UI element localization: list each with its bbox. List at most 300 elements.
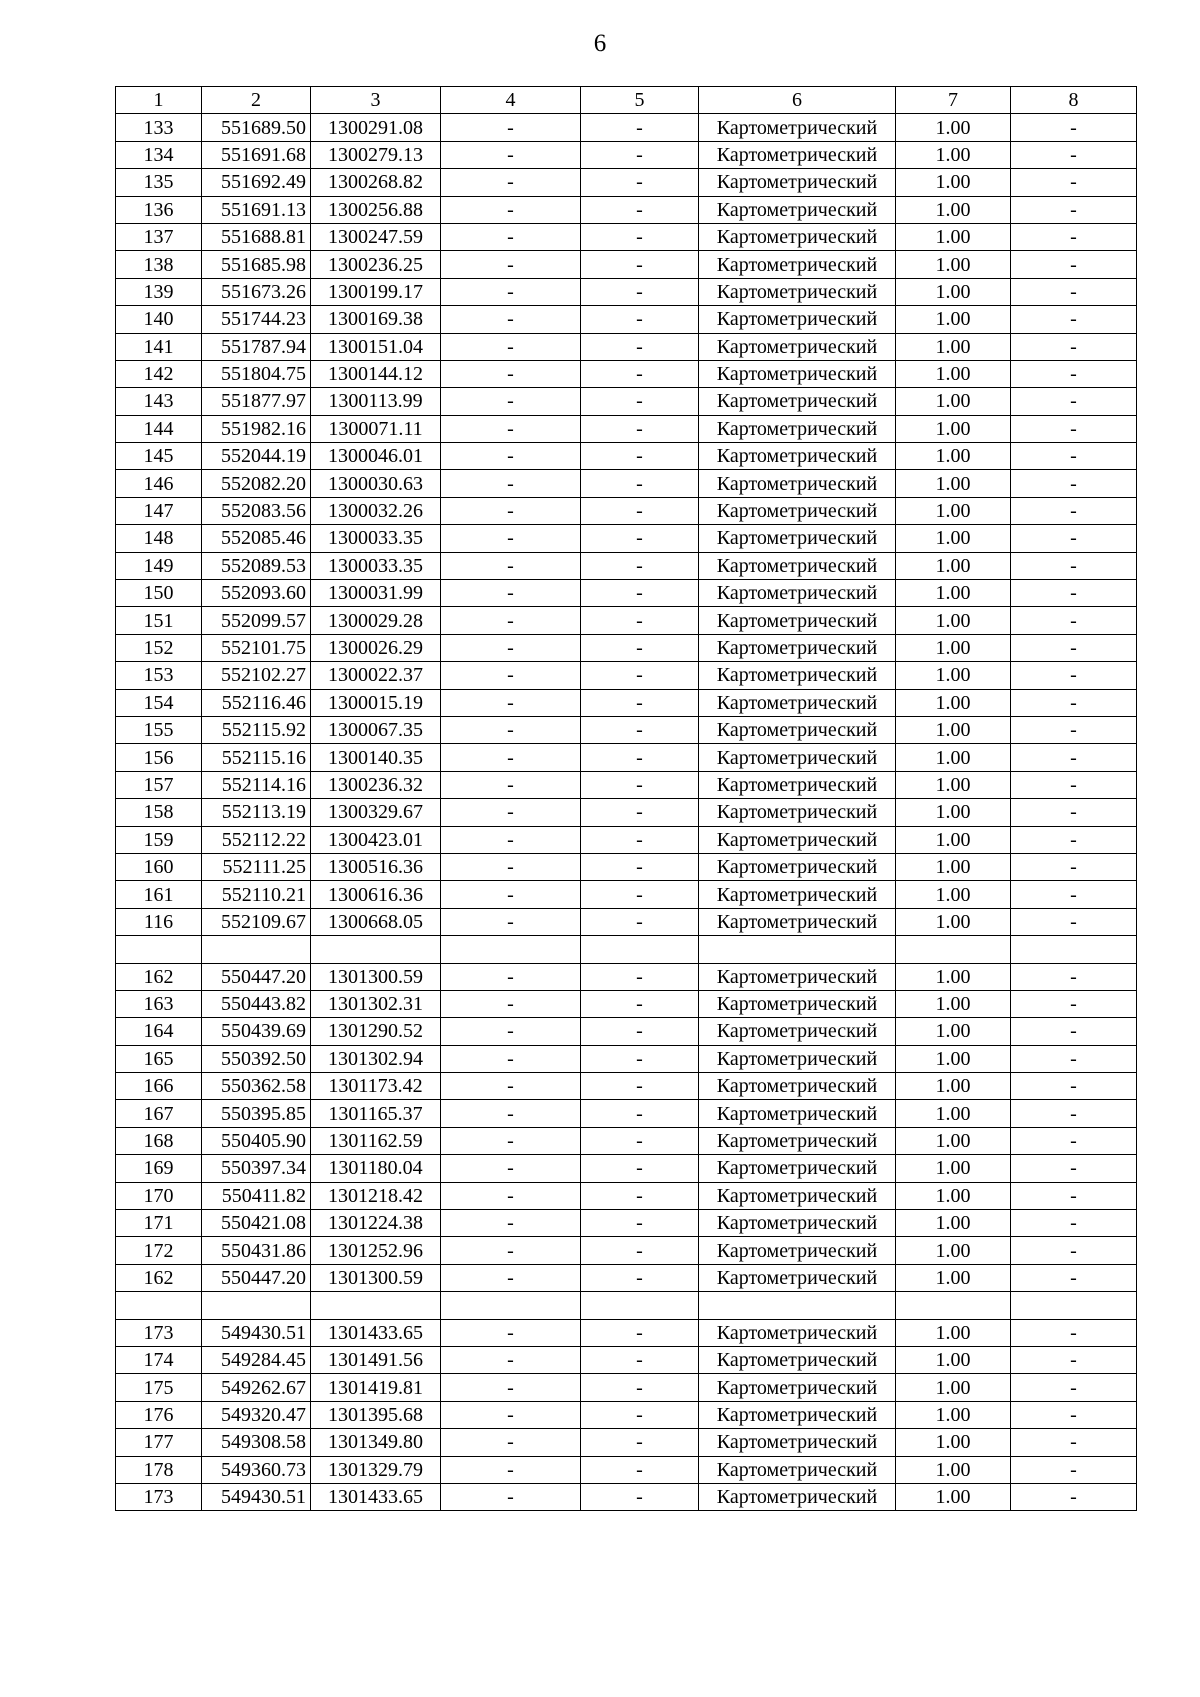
- column-8-cell: -: [1011, 552, 1137, 579]
- column-5-cell: -: [581, 799, 699, 826]
- method-cell: Картометрический: [699, 388, 896, 415]
- method-cell: Картометрический: [699, 1045, 896, 1072]
- x-coordinate-cell: [202, 936, 311, 963]
- x-coordinate-cell: 550362.58: [202, 1073, 311, 1100]
- accuracy-cell: [896, 936, 1011, 963]
- method-cell: Картометрический: [699, 1264, 896, 1291]
- column-8-cell: -: [1011, 223, 1137, 250]
- table-row: [116, 826, 1137, 853]
- column-5-cell: -: [581, 744, 699, 771]
- table-row: [116, 360, 1137, 387]
- y-coordinate-cell: 1301180.04: [311, 1155, 441, 1182]
- column-8-cell: -: [1011, 141, 1137, 168]
- header-cell: 2: [202, 87, 311, 114]
- method-cell: Картометрический: [699, 771, 896, 798]
- x-coordinate-cell: 552110.21: [202, 881, 311, 908]
- accuracy-cell: 1.00: [896, 826, 1011, 853]
- table-row: [116, 799, 1137, 826]
- method-cell: Картометрический: [699, 826, 896, 853]
- point-number-cell: 176: [116, 1401, 202, 1428]
- y-coordinate-cell: 1300140.35: [311, 744, 441, 771]
- column-4-cell: -: [441, 497, 581, 524]
- x-coordinate-cell: 552093.60: [202, 580, 311, 607]
- point-number-cell: 170: [116, 1182, 202, 1209]
- y-coordinate-cell: 1300046.01: [311, 443, 441, 470]
- accuracy-cell: 1.00: [896, 1429, 1011, 1456]
- table-row: [116, 881, 1137, 908]
- accuracy-cell: 1.00: [896, 306, 1011, 333]
- point-number-cell: [116, 936, 202, 963]
- column-5-cell: -: [581, 1319, 699, 1346]
- point-number-cell: 177: [116, 1429, 202, 1456]
- column-4-cell: -: [441, 1182, 581, 1209]
- method-cell: Картометрический: [699, 908, 896, 935]
- column-8-cell: -: [1011, 1073, 1137, 1100]
- table-row: [116, 1319, 1137, 1346]
- y-coordinate-cell: 1300256.88: [311, 196, 441, 223]
- table-row: [116, 525, 1137, 552]
- x-coordinate-cell: 549430.51: [202, 1483, 311, 1510]
- column-4-cell: -: [441, 1264, 581, 1291]
- table-row: [116, 1401, 1137, 1428]
- x-coordinate-cell: 551787.94: [202, 333, 311, 360]
- column-8-cell: -: [1011, 744, 1137, 771]
- method-cell: Картометрический: [699, 360, 896, 387]
- column-5-cell: -: [581, 1346, 699, 1373]
- point-number-cell: 173: [116, 1483, 202, 1510]
- point-number-cell: 164: [116, 1018, 202, 1045]
- table-row: [116, 223, 1137, 250]
- point-number-cell: 175: [116, 1374, 202, 1401]
- point-number-cell: 153: [116, 662, 202, 689]
- accuracy-cell: 1.00: [896, 169, 1011, 196]
- accuracy-cell: 1.00: [896, 799, 1011, 826]
- accuracy-cell: 1.00: [896, 278, 1011, 305]
- column-5-cell: -: [581, 1483, 699, 1510]
- x-coordinate-cell: 549360.73: [202, 1456, 311, 1483]
- table-row: [116, 1155, 1137, 1182]
- header-cell: 5: [581, 87, 699, 114]
- column-5-cell: -: [581, 443, 699, 470]
- column-5-cell: -: [581, 908, 699, 935]
- column-5-cell: -: [581, 1401, 699, 1428]
- method-cell: Картометрический: [699, 1018, 896, 1045]
- method-cell: Картометрический: [699, 662, 896, 689]
- accuracy-cell: 1.00: [896, 1045, 1011, 1072]
- accuracy-cell: 1.00: [896, 333, 1011, 360]
- table-row: [116, 1210, 1137, 1237]
- point-number-cell: 173: [116, 1319, 202, 1346]
- method-cell: Картометрический: [699, 1182, 896, 1209]
- y-coordinate-cell: 1300015.19: [311, 689, 441, 716]
- header-cell: 1: [116, 87, 202, 114]
- column-5-cell: -: [581, 662, 699, 689]
- y-coordinate-cell: 1300268.82: [311, 169, 441, 196]
- accuracy-cell: 1.00: [896, 689, 1011, 716]
- column-8-cell: -: [1011, 716, 1137, 743]
- x-coordinate-cell: 551689.50: [202, 114, 311, 141]
- accuracy-cell: 1.00: [896, 634, 1011, 661]
- column-4-cell: -: [441, 470, 581, 497]
- column-5-cell: -: [581, 771, 699, 798]
- column-5-cell: -: [581, 497, 699, 524]
- column-8-cell: -: [1011, 1045, 1137, 1072]
- column-5-cell: -: [581, 114, 699, 141]
- column-5-cell: -: [581, 1210, 699, 1237]
- column-8-cell: -: [1011, 169, 1137, 196]
- column-4-cell: -: [441, 1018, 581, 1045]
- column-4-cell: -: [441, 443, 581, 470]
- method-cell: Картометрический: [699, 799, 896, 826]
- accuracy-cell: 1.00: [896, 1210, 1011, 1237]
- y-coordinate-cell: 1300033.35: [311, 525, 441, 552]
- method-cell: Картометрический: [699, 196, 896, 223]
- method-cell: Картометрический: [699, 1483, 896, 1510]
- y-coordinate-cell: 1300199.17: [311, 278, 441, 305]
- y-coordinate-cell: [311, 1292, 441, 1319]
- table-row: [116, 333, 1137, 360]
- column-4-cell: -: [441, 853, 581, 880]
- accuracy-cell: 1.00: [896, 525, 1011, 552]
- column-4-cell: -: [441, 141, 581, 168]
- column-5-cell: -: [581, 1127, 699, 1154]
- x-coordinate-cell: 551673.26: [202, 278, 311, 305]
- column-8-cell: -: [1011, 1155, 1137, 1182]
- accuracy-cell: 1.00: [896, 251, 1011, 278]
- x-coordinate-cell: 552109.67: [202, 908, 311, 935]
- x-coordinate-cell: 549262.67: [202, 1374, 311, 1401]
- column-4-cell: -: [441, 990, 581, 1017]
- x-coordinate-cell: 551691.13: [202, 196, 311, 223]
- column-5-cell: -: [581, 360, 699, 387]
- table-row: [116, 196, 1137, 223]
- x-coordinate-cell: 552115.92: [202, 716, 311, 743]
- column-4-cell: -: [441, 1155, 581, 1182]
- column-8-cell: -: [1011, 333, 1137, 360]
- accuracy-cell: 1.00: [896, 141, 1011, 168]
- accuracy-cell: 1.00: [896, 1073, 1011, 1100]
- column-8-cell: -: [1011, 1429, 1137, 1456]
- accuracy-cell: 1.00: [896, 1374, 1011, 1401]
- column-4-cell: -: [441, 1073, 581, 1100]
- x-coordinate-cell: [202, 1292, 311, 1319]
- column-8-cell: -: [1011, 1018, 1137, 1045]
- y-coordinate-cell: 1300236.25: [311, 251, 441, 278]
- table-row: [116, 1182, 1137, 1209]
- column-4-cell: -: [441, 415, 581, 442]
- y-coordinate-cell: 1301300.59: [311, 963, 441, 990]
- x-coordinate-cell: 551685.98: [202, 251, 311, 278]
- method-cell: [699, 936, 896, 963]
- accuracy-cell: 1.00: [896, 990, 1011, 1017]
- y-coordinate-cell: 1300031.99: [311, 580, 441, 607]
- point-number-cell: 149: [116, 552, 202, 579]
- accuracy-cell: 1.00: [896, 388, 1011, 415]
- table-row: [116, 169, 1137, 196]
- column-4-cell: -: [441, 278, 581, 305]
- x-coordinate-cell: 552114.16: [202, 771, 311, 798]
- accuracy-cell: 1.00: [896, 853, 1011, 880]
- table-row: [116, 689, 1137, 716]
- table-row: [116, 141, 1137, 168]
- column-5-cell: -: [581, 1237, 699, 1264]
- column-5-cell: -: [581, 1073, 699, 1100]
- column-4-cell: -: [441, 1456, 581, 1483]
- method-cell: Картометрический: [699, 1127, 896, 1154]
- column-4-cell: -: [441, 771, 581, 798]
- column-4-cell: -: [441, 223, 581, 250]
- x-coordinate-cell: 551692.49: [202, 169, 311, 196]
- y-coordinate-cell: 1300616.36: [311, 881, 441, 908]
- accuracy-cell: 1.00: [896, 415, 1011, 442]
- column-8-cell: -: [1011, 1401, 1137, 1428]
- x-coordinate-cell: 552044.19: [202, 443, 311, 470]
- table-row: [116, 853, 1137, 880]
- column-5-cell: -: [581, 1429, 699, 1456]
- point-number-cell: 169: [116, 1155, 202, 1182]
- column-5-cell: -: [581, 1264, 699, 1291]
- accuracy-cell: 1.00: [896, 1182, 1011, 1209]
- accuracy-cell: 1.00: [896, 223, 1011, 250]
- column-4-cell: -: [441, 744, 581, 771]
- y-coordinate-cell: 1301395.68: [311, 1401, 441, 1428]
- point-number-cell: 151: [116, 607, 202, 634]
- column-5-cell: [581, 1292, 699, 1319]
- column-5-cell: -: [581, 196, 699, 223]
- column-4-cell: -: [441, 360, 581, 387]
- y-coordinate-cell: 1300247.59: [311, 223, 441, 250]
- accuracy-cell: 1.00: [896, 607, 1011, 634]
- point-number-cell: 171: [116, 1210, 202, 1237]
- column-5-cell: -: [581, 141, 699, 168]
- column-8-cell: -: [1011, 1182, 1137, 1209]
- point-number-cell: 178: [116, 1456, 202, 1483]
- column-5-cell: -: [581, 306, 699, 333]
- point-number-cell: 155: [116, 716, 202, 743]
- column-8-cell: -: [1011, 497, 1137, 524]
- accuracy-cell: 1.00: [896, 771, 1011, 798]
- column-5-cell: -: [581, 826, 699, 853]
- x-coordinate-cell: 551691.68: [202, 141, 311, 168]
- y-coordinate-cell: 1301302.31: [311, 990, 441, 1017]
- point-number-cell: 162: [116, 1264, 202, 1291]
- point-number-cell: 158: [116, 799, 202, 826]
- method-cell: Картометрический: [699, 333, 896, 360]
- accuracy-cell: 1.00: [896, 470, 1011, 497]
- point-number-cell: 144: [116, 415, 202, 442]
- method-cell: Картометрический: [699, 607, 896, 634]
- method-cell: Картометрический: [699, 306, 896, 333]
- column-4-cell: -: [441, 196, 581, 223]
- method-cell: Картометрический: [699, 1401, 896, 1428]
- column-4-cell: -: [441, 1127, 581, 1154]
- method-cell: Картометрический: [699, 1155, 896, 1182]
- method-cell: Картометрический: [699, 443, 896, 470]
- column-8-cell: -: [1011, 388, 1137, 415]
- x-coordinate-cell: 552112.22: [202, 826, 311, 853]
- column-5-cell: -: [581, 525, 699, 552]
- y-coordinate-cell: 1300668.05: [311, 908, 441, 935]
- table-row: [116, 1018, 1137, 1045]
- method-cell: Картометрический: [699, 251, 896, 278]
- column-4-cell: -: [441, 1100, 581, 1127]
- column-5-cell: -: [581, 716, 699, 743]
- y-coordinate-cell: 1301433.65: [311, 1483, 441, 1510]
- point-number-cell: 161: [116, 881, 202, 908]
- point-number-cell: 157: [116, 771, 202, 798]
- x-coordinate-cell: 549430.51: [202, 1319, 311, 1346]
- x-coordinate-cell: 552116.46: [202, 689, 311, 716]
- y-coordinate-cell: 1300169.38: [311, 306, 441, 333]
- method-cell: Картометрический: [699, 552, 896, 579]
- column-8-cell: -: [1011, 1374, 1137, 1401]
- x-coordinate-cell: 552089.53: [202, 552, 311, 579]
- method-cell: Картометрический: [699, 963, 896, 990]
- header-cell: 7: [896, 87, 1011, 114]
- header-cell: 3: [311, 87, 441, 114]
- y-coordinate-cell: 1300291.08: [311, 114, 441, 141]
- y-coordinate-cell: 1301433.65: [311, 1319, 441, 1346]
- y-coordinate-cell: 1301165.37: [311, 1100, 441, 1127]
- y-coordinate-cell: 1301329.79: [311, 1456, 441, 1483]
- column-5-cell: -: [581, 278, 699, 305]
- accuracy-cell: 1.00: [896, 1018, 1011, 1045]
- point-number-cell: 162: [116, 963, 202, 990]
- column-5-cell: -: [581, 963, 699, 990]
- column-4-cell: -: [441, 1429, 581, 1456]
- column-8-cell: -: [1011, 580, 1137, 607]
- method-cell: Картометрический: [699, 1374, 896, 1401]
- column-8-cell: -: [1011, 853, 1137, 880]
- table-row: [116, 662, 1137, 689]
- point-number-cell: 136: [116, 196, 202, 223]
- column-5-cell: -: [581, 388, 699, 415]
- y-coordinate-cell: 1300423.01: [311, 826, 441, 853]
- table-row: [116, 306, 1137, 333]
- column-5-cell: -: [581, 881, 699, 908]
- column-4-cell: -: [441, 1045, 581, 1072]
- column-4-cell: -: [441, 908, 581, 935]
- method-cell: Картометрический: [699, 141, 896, 168]
- x-coordinate-cell: 550392.50: [202, 1045, 311, 1072]
- header-cell: 4: [441, 87, 581, 114]
- column-4-cell: -: [441, 1319, 581, 1346]
- separator-row: [116, 936, 1137, 963]
- method-cell: Картометрический: [699, 470, 896, 497]
- column-8-cell: -: [1011, 1210, 1137, 1237]
- table-row: [116, 716, 1137, 743]
- column-8-cell: -: [1011, 1127, 1137, 1154]
- table-row: [116, 388, 1137, 415]
- column-4-cell: -: [441, 689, 581, 716]
- column-4-cell: -: [441, 1401, 581, 1428]
- column-5-cell: -: [581, 607, 699, 634]
- point-number-cell: 116: [116, 908, 202, 935]
- column-4-cell: -: [441, 1237, 581, 1264]
- point-number-cell: [116, 1292, 202, 1319]
- method-cell: Картометрический: [699, 1073, 896, 1100]
- column-8-cell: -: [1011, 881, 1137, 908]
- point-number-cell: 163: [116, 990, 202, 1017]
- column-5-cell: -: [581, 1100, 699, 1127]
- column-4-cell: -: [441, 716, 581, 743]
- y-coordinate-cell: 1301224.38: [311, 1210, 441, 1237]
- method-cell: Картометрический: [699, 223, 896, 250]
- point-number-cell: 137: [116, 223, 202, 250]
- table-row: [116, 1346, 1137, 1373]
- x-coordinate-cell: 550443.82: [202, 990, 311, 1017]
- table-row: [116, 1456, 1137, 1483]
- table-row: [116, 1100, 1137, 1127]
- y-coordinate-cell: 1301173.42: [311, 1073, 441, 1100]
- column-4-cell: -: [441, 169, 581, 196]
- point-number-cell: 143: [116, 388, 202, 415]
- column-8-cell: -: [1011, 963, 1137, 990]
- table-row: [116, 114, 1137, 141]
- method-cell: Картометрический: [699, 853, 896, 880]
- y-coordinate-cell: 1301419.81: [311, 1374, 441, 1401]
- x-coordinate-cell: 550447.20: [202, 1264, 311, 1291]
- accuracy-cell: 1.00: [896, 497, 1011, 524]
- method-cell: Картометрический: [699, 278, 896, 305]
- point-number-cell: 166: [116, 1073, 202, 1100]
- column-5-cell: -: [581, 169, 699, 196]
- x-coordinate-cell: 550439.69: [202, 1018, 311, 1045]
- column-5-cell: -: [581, 689, 699, 716]
- column-5-cell: -: [581, 990, 699, 1017]
- y-coordinate-cell: 1301491.56: [311, 1346, 441, 1373]
- accuracy-cell: 1.00: [896, 114, 1011, 141]
- accuracy-cell: 1.00: [896, 1155, 1011, 1182]
- column-5-cell: -: [581, 470, 699, 497]
- method-cell: Картометрический: [699, 990, 896, 1017]
- y-coordinate-cell: 1300279.13: [311, 141, 441, 168]
- method-cell: Картометрический: [699, 1429, 896, 1456]
- column-4-cell: -: [441, 826, 581, 853]
- table-row: [116, 990, 1137, 1017]
- column-4-cell: -: [441, 1210, 581, 1237]
- x-coordinate-cell: 549284.45: [202, 1346, 311, 1373]
- column-4-cell: -: [441, 634, 581, 661]
- y-coordinate-cell: 1300029.28: [311, 607, 441, 634]
- table-row: [116, 580, 1137, 607]
- accuracy-cell: 1.00: [896, 744, 1011, 771]
- y-coordinate-cell: [311, 936, 441, 963]
- method-cell: Картометрический: [699, 1210, 896, 1237]
- column-8-cell: -: [1011, 360, 1137, 387]
- method-cell: Картометрический: [699, 169, 896, 196]
- column-4-cell: -: [441, 881, 581, 908]
- method-cell: Картометрический: [699, 114, 896, 141]
- x-coordinate-cell: 552082.20: [202, 470, 311, 497]
- table-row: [116, 497, 1137, 524]
- column-8-cell: [1011, 936, 1137, 963]
- x-coordinate-cell: 552101.75: [202, 634, 311, 661]
- x-coordinate-cell: 552111.25: [202, 853, 311, 880]
- table-body: [116, 87, 1137, 1511]
- column-8-cell: -: [1011, 1100, 1137, 1127]
- y-coordinate-cell: 1301290.52: [311, 1018, 441, 1045]
- column-5-cell: -: [581, 1155, 699, 1182]
- x-coordinate-cell: 552099.57: [202, 607, 311, 634]
- x-coordinate-cell: 551688.81: [202, 223, 311, 250]
- method-cell: Картометрический: [699, 689, 896, 716]
- column-8-cell: -: [1011, 251, 1137, 278]
- header-row: [116, 87, 1137, 114]
- x-coordinate-cell: 551744.23: [202, 306, 311, 333]
- x-coordinate-cell: 549308.58: [202, 1429, 311, 1456]
- x-coordinate-cell: 552102.27: [202, 662, 311, 689]
